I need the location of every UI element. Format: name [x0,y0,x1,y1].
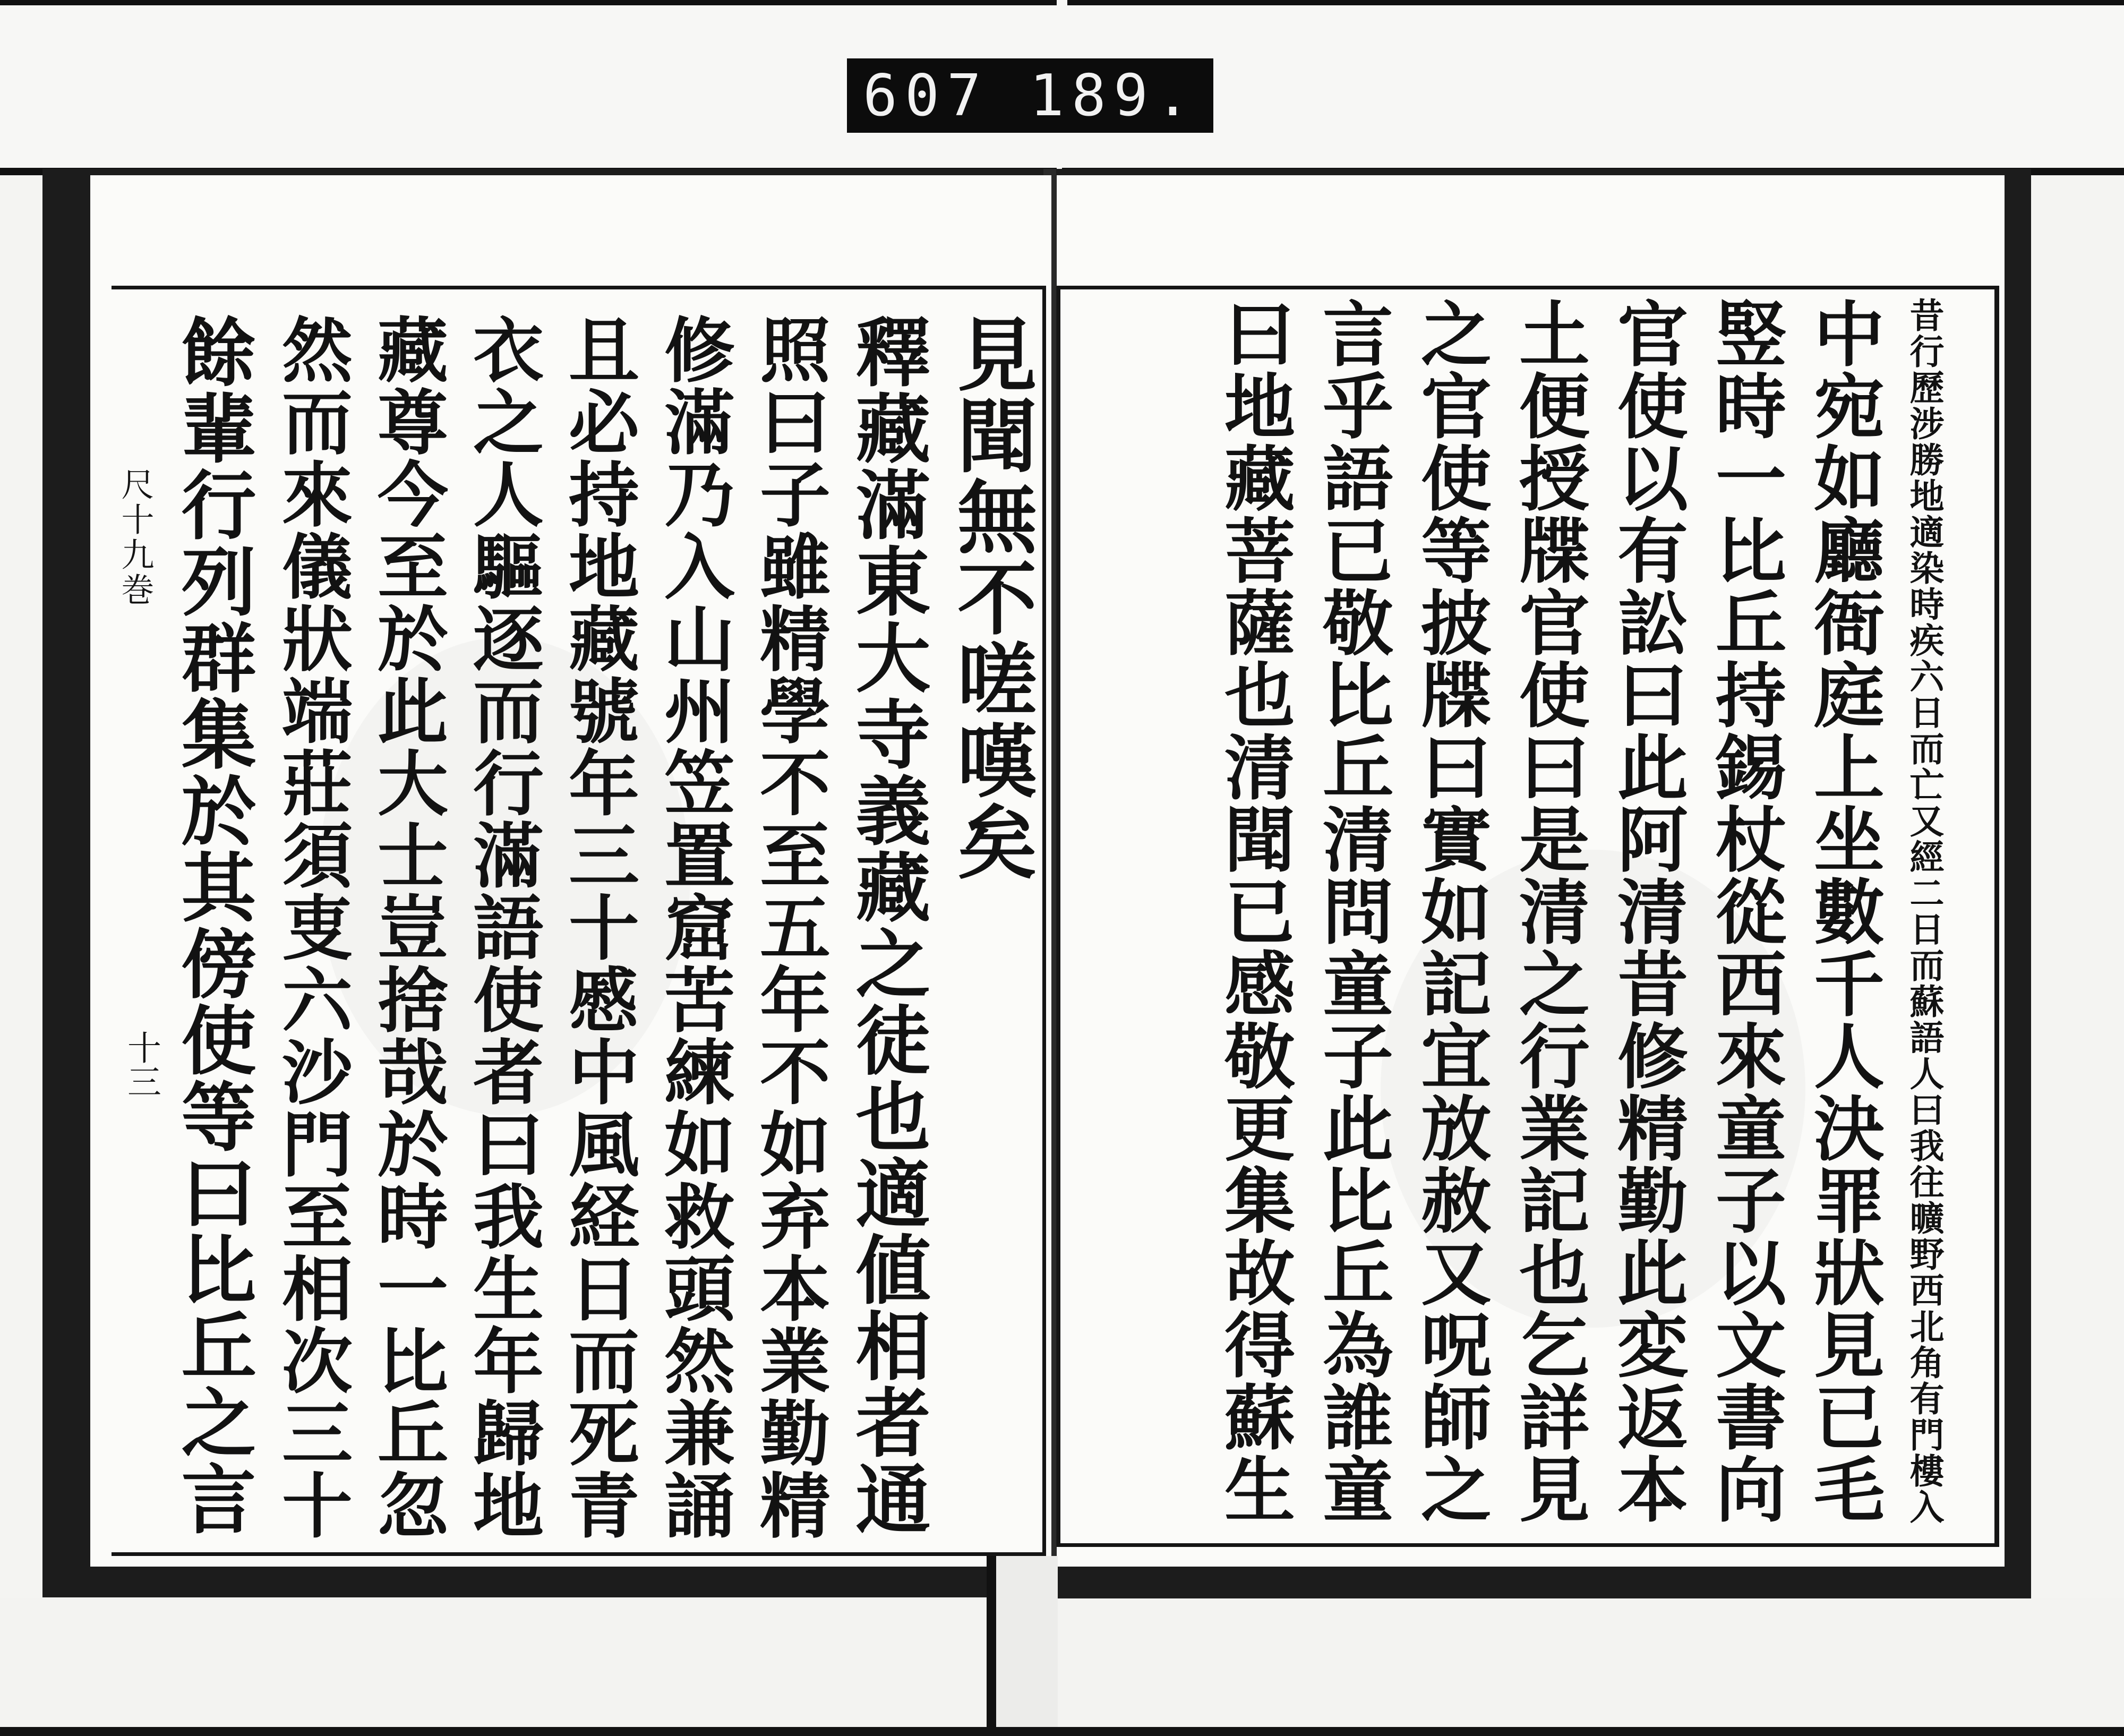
catalog-number-left: 607 [863,62,989,129]
text-column: 土便授牒官使曰是清之行業記也乞詳見 [1508,297,1590,1525]
spine-post [987,1556,996,1736]
text-column: 且必持地藏號年三十慼中風経日而死青 [557,313,640,1541]
text-column: 藏尊今至於此大士豈捨哉於時一比丘忽 [366,313,449,1541]
margin-folio: 十三 [122,1030,161,1098]
text-column: 昔行歷涉勝地適染時疾六日而亡又經二日而蘇語人曰我往曠野西北角有門樓入 [1904,297,1944,1525]
text-column: 衣之人驅逐而行滿語使者曰我生年歸地 [461,313,544,1541]
text-column: 言乎語已敬比丘清問童子此比丘為誰童 [1311,297,1394,1525]
text-column: 中宛如廳衙庭上坐數千人決罪狀見已毛 [1802,297,1885,1525]
text-column: 餘輩行列群集於其傍使等曰比丘之言 [169,313,256,1537]
spine-bottom [989,1556,1058,1736]
catalog-number-right: 189. [1029,62,1197,129]
text-column: 修滿乃入山州笠置窟苦練如救頭然兼誦 [653,313,735,1541]
margin-book-title: 尺十九巻 [116,467,155,608]
text-column: 曰地藏菩薩也清聞已感敬更集故得蘇生 [1213,297,1296,1525]
text-column: 釋藏滿東大寺義藏之徒也適値相者通 [843,313,931,1537]
text-column: 之官使等披牒曰實如記宜放赦又呪師之 [1409,297,1492,1525]
top-edge-rule-left [0,0,1057,5]
catalog-label-plate [847,58,1213,133]
scan-bottom-band [0,1598,2124,1736]
text-column: 然而來儀狀端莊須叓六沙門至相次三十 [270,313,353,1541]
text-column: 竪時一比丘持錫杖從西來童子以文書向 [1704,297,1787,1525]
text-column: 照曰子雖精學不至五年不如弃本業勤精 [748,313,831,1541]
text-column: 見聞無不嗟嘆矣 [944,313,1037,882]
top-edge-rule-right [1067,0,2124,5]
text-column: 官使以有訟曰此阿清昔修精勤此変返本 [1606,297,1689,1525]
bottom-rule [0,1727,2124,1736]
